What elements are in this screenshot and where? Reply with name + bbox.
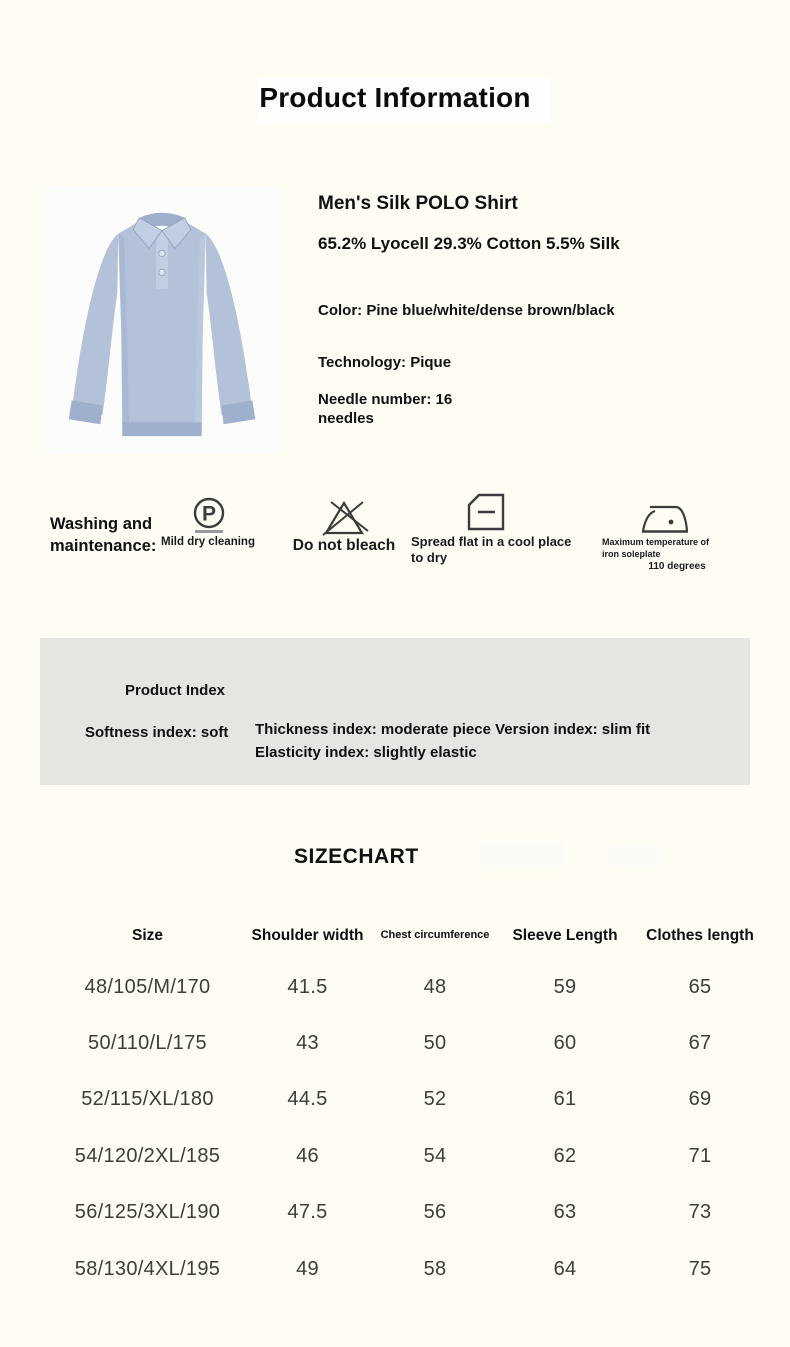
page-title: Product Information: [259, 82, 531, 113]
flat-dry-icon: [466, 492, 506, 532]
clothes-cell: 65: [688, 975, 712, 998]
sleeve-cell: 64: [553, 1257, 577, 1280]
index-details: Thickness index: moderate piece Version index: slim fit Elasticity index: slightly elastic: [255, 721, 651, 762]
ghost-text-artifact: [478, 841, 566, 867]
product-name: Men's Silk POLO Shirt: [318, 193, 518, 214]
chest-cell: 50: [423, 1032, 447, 1055]
sizechart-table: [60, 913, 760, 1297]
column-header-sleeve: Sleeve Length: [512, 927, 618, 944]
sizechart-header-row: [60, 913, 760, 959]
sleeve-cell: 60: [553, 1032, 577, 1055]
clothes-cell: 75: [688, 1257, 712, 1280]
product-needle-line: Needle number: 16 needles: [318, 391, 453, 427]
sleeve-cell: 63: [553, 1201, 577, 1224]
clothes-cell: 73: [688, 1201, 712, 1224]
column-header-clothes: Clothes length: [646, 927, 754, 944]
svg-text:P: P: [201, 502, 217, 526]
sleeve-cell: 61: [553, 1088, 577, 1111]
product-index-panel: [40, 638, 750, 785]
sizechart-title: SIZECHART: [294, 845, 419, 868]
size-cell: 50/110/L/175: [88, 1032, 207, 1055]
size-row: [60, 1128, 760, 1184]
chest-cell: 54: [423, 1144, 447, 1167]
care-caption-iron-degrees: 110 degrees: [648, 561, 706, 572]
iron-low-temp-icon: [640, 500, 690, 536]
shoulder-cell: 49: [296, 1257, 319, 1280]
clothes-cell: 69: [688, 1088, 712, 1111]
chest-cell: 58: [423, 1257, 447, 1280]
sizechart-body: [60, 959, 760, 1297]
shoulder-cell: 44.5: [287, 1088, 328, 1111]
column-header-shoulder: Shoulder width: [251, 927, 364, 944]
shoulder-cell: 46: [296, 1144, 319, 1167]
size-cell: 56/125/3XL/190: [74, 1201, 221, 1224]
size-cell: 54/120/2XL/185: [74, 1144, 221, 1167]
product-technology-line: Technology: Pique: [318, 354, 452, 371]
clothes-cell: 67: [688, 1032, 712, 1055]
product-color-line: Color: Pine blue/white/dense brown/black: [318, 302, 615, 319]
care-caption-iron: Maximum temperature of iron soleplate: [602, 537, 710, 559]
product-index-title: Product Index: [125, 682, 226, 699]
chest-cell: 48: [423, 975, 447, 998]
size-row: [60, 1015, 760, 1071]
polo-shirt-illustration: [42, 186, 282, 454]
size-cell: 58/130/4XL/195: [74, 1257, 221, 1280]
size-row: [60, 1185, 760, 1241]
clothes-cell: 71: [688, 1144, 712, 1167]
product-composition: 65.2% Lyocell 29.3% Cotton 5.5% Silk: [318, 234, 620, 253]
shoulder-cell: 47.5: [287, 1201, 328, 1224]
softness-index: Softness index: soft: [85, 724, 229, 741]
size-row: [60, 1072, 760, 1128]
chest-cell: 56: [423, 1201, 447, 1224]
care-caption-no-bleach: Do not bleach: [292, 537, 396, 554]
dry-clean-p-icon: [188, 495, 230, 539]
size-cell: 52/115/XL/180: [81, 1088, 214, 1111]
ghost-text-artifact: [606, 846, 664, 866]
size-row: [60, 959, 760, 1015]
shoulder-cell: 43: [296, 1032, 319, 1055]
column-header-size: Size: [131, 927, 163, 944]
size-row: [60, 1241, 760, 1297]
sleeve-cell: 59: [553, 975, 577, 998]
care-caption-dry-clean: Mild dry cleaning: [161, 536, 255, 548]
product-photo: [42, 186, 282, 454]
column-header-chest: Chest circumference: [380, 929, 490, 942]
do-not-bleach-icon: [318, 498, 370, 538]
care-section-label: Washing and maintenance:: [50, 515, 157, 555]
sleeve-cell: 62: [553, 1144, 577, 1167]
chest-cell: 52: [423, 1088, 447, 1111]
care-caption-flat-dry: Spread flat in a cool place to dry: [411, 534, 572, 566]
shoulder-cell: 41.5: [287, 975, 328, 998]
size-cell: 48/105/M/170: [84, 975, 211, 998]
shirt-body-group: [69, 213, 256, 436]
